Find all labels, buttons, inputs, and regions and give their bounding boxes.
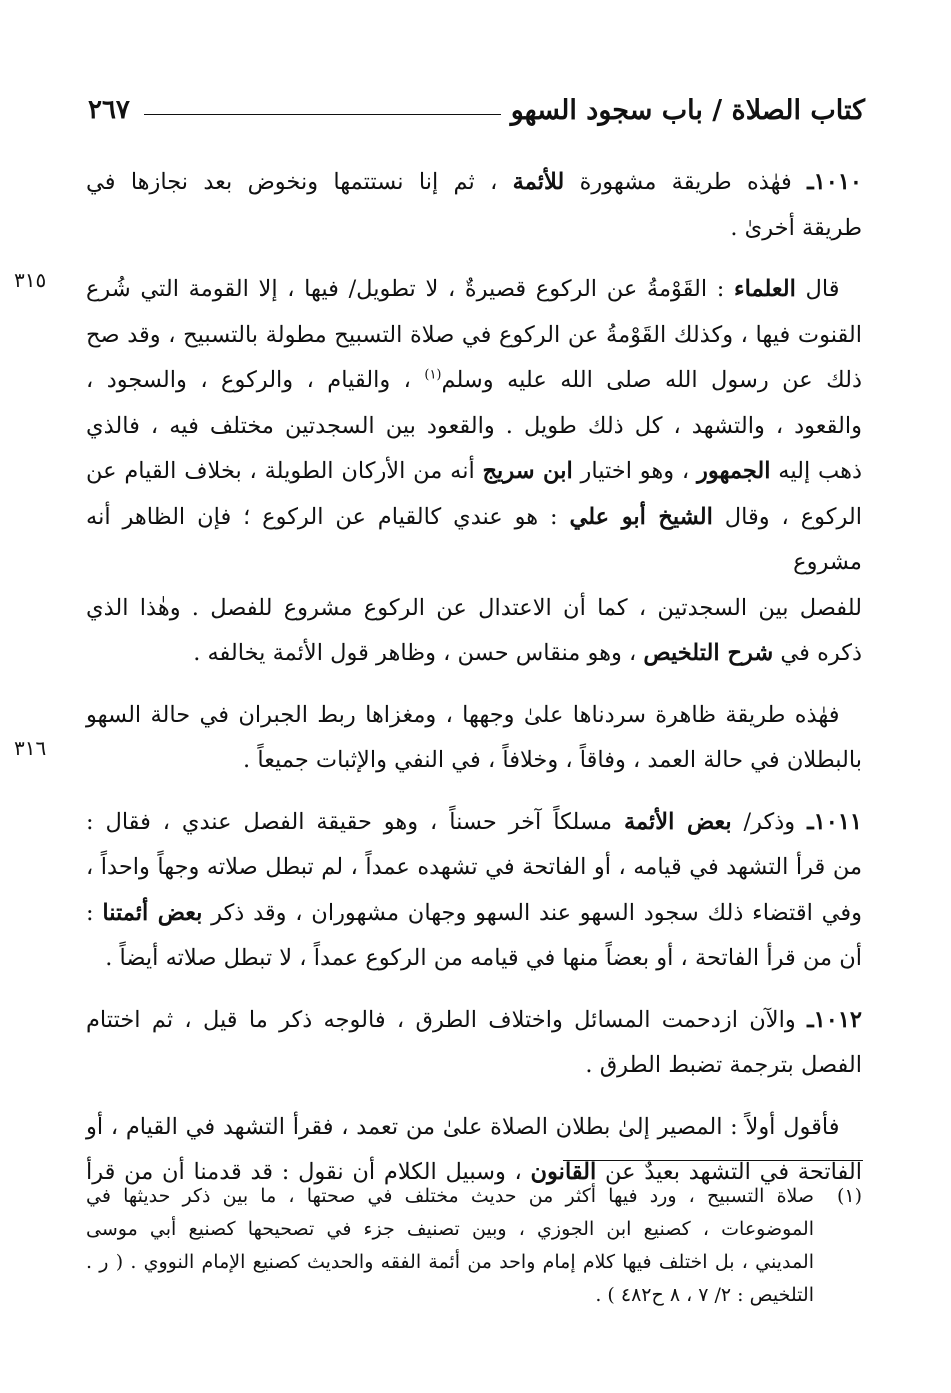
text-run: قال [795, 276, 840, 302]
text-run: وذكر/ [731, 808, 808, 835]
footnote-marker[interactable]: (١) [424, 367, 442, 383]
text-run: ذلك عن رسول الله صلى الله عليه وسلم [441, 367, 863, 393]
margin-ref-316: ٣١٦ [14, 736, 47, 760]
text-line: بالبطلان في حالة العمد ، وفاقاً ، وخلافاً ، في النفي والإثبات جميعاً . [243, 747, 862, 773]
bold-term: للأئمة [512, 169, 565, 195]
text-run: ، ثم إنا نستتمها ونخوض بعد نجازها في [86, 169, 513, 195]
bold-term: القانون [530, 1159, 597, 1185]
bold-term: العلماء [734, 276, 796, 302]
text-line [86, 891, 862, 937]
text-run: : [86, 899, 103, 926]
main-text [86, 160, 862, 1212]
text-run: وفي اقتضاء ذلك سجود السهو عند السهو وجهان مشهوران ، وقد ذكر [202, 899, 862, 926]
text-line: للفصل بين السجدتين ، كما أن الاعتدال عن الركوع مشروع للفصل . وهٰذا الذي [86, 594, 862, 621]
text-line: التلخيص : ٢/ ٧ ، ٨ ح٤٨٢ ) . [595, 1284, 814, 1306]
text-run: فأقول أولاً : المصير إلىٰ بطلان الصلاة علىٰ من تعمد ، فقرأ التشهد في القيام ، أو [86, 1113, 840, 1140]
bold-term: شرح التلخيص [643, 640, 774, 666]
text-line: صلاة التسبيح ، ورد فيها أكثر من حديث مختلف في صحتها ، ما بين ذكر حديثها في [86, 1185, 814, 1207]
paragraph-number: ١٠١٢ـ [807, 1006, 862, 1033]
running-header [88, 90, 865, 130]
text-run: الفاتحة في التشهد بعيدٌ عن [596, 1159, 862, 1185]
text-line: المديني ، بل اختلف فيها كلام إمام واحد من أئمة الفقه والحديث كصنيع الإمام النووي . ( ر . [86, 1251, 814, 1273]
text-line [86, 160, 862, 206]
header-rule [144, 114, 501, 115]
footnote-number: (١) [836, 1185, 862, 1207]
text-line [86, 800, 862, 846]
chapter-title: كتاب الصلاة / باب سجود السهو [510, 94, 865, 126]
text-run: ، وهو منقاس حسن ، وظاهر قول الأئمة يخالفه . [193, 640, 644, 666]
paragraph-tariqa [86, 693, 862, 784]
paragraph-number: ١٠١١ـ [807, 808, 862, 835]
paragraph-ulama [86, 267, 862, 677]
margin-ref-315: ٣١٥ [14, 268, 47, 292]
text-line: طريقة أخرىٰ . [730, 214, 862, 241]
text-line [86, 358, 862, 404]
text-line [86, 449, 862, 495]
paragraph-1011 [86, 800, 862, 982]
text-line [86, 1105, 862, 1151]
text-line: الموضوعات ، كصنيع ابن الجوزي ، وبين تصنيف جزء في تصحيحها كصنيع أبي موسى [86, 1218, 814, 1240]
text-run: فهٰذه طريقة مشهورة [564, 169, 808, 195]
text-line [86, 631, 862, 677]
footnote-body [86, 1180, 814, 1312]
footnote [86, 1180, 862, 1312]
text-run: ذكره في [773, 640, 862, 666]
text-run: ، وهو اختيار [572, 458, 697, 484]
text-run: فهٰذه طريقة ظاهرة سردناها علىٰ وجهها ، ومغزاها ربط الجبران في حالة السهو [86, 701, 840, 728]
bold-term: الجمهور [696, 458, 771, 484]
text-line: أن من قرأ الفاتحة ، أو بعضاً منها في قيامه من الركوع عمداً ، لا تبطل صلاته أيضاً . [105, 945, 862, 971]
text-run: والآن ازدحمت المسائل واختلاف الطرق ، فالوجه ذكر ما قيل ، ثم اختتام [86, 1006, 808, 1033]
text-line: من قرأ التشهد في قيامه ، أو الفاتحة في تشهده عمداً ، لم تبطل صلاته وجهاً واحداً ، [86, 854, 862, 880]
text-line [86, 998, 862, 1044]
text-run: الركوع ، وقال [712, 503, 862, 530]
text-line [86, 495, 862, 586]
bold-term: بعض الأئمة [623, 808, 732, 835]
text-run: ، والقيام ، والركوع ، والسجود ، [86, 367, 425, 393]
text-run: مسلكاً آخر حسناً ، وهو حقيقة الفصل عندي ، فقال : [86, 808, 624, 835]
page-number: ٢٦٧ [88, 95, 130, 125]
text-run: ذهب إليه [770, 458, 862, 484]
paragraph-1012 [86, 998, 862, 1089]
footnote-separator [563, 1160, 863, 1161]
bold-term: الشيخ أبو علي [569, 503, 713, 530]
bold-term: بعض أئمتنا [102, 899, 203, 926]
paragraph-1010 [86, 160, 862, 251]
text-line [86, 693, 862, 739]
text-run: أنه من الأركان الطويلة ، بخلاف القيام عن [86, 458, 483, 484]
text-line: والقعود ، والتشهد ، كل ذلك طويل . والقعود بين السجدتين مختلف فيه ، فالذي [86, 412, 862, 439]
text-line [86, 267, 862, 313]
bold-term: ابن سريج [482, 458, 573, 484]
text-run: : هو عندي كالقيام عن الركوع ؛ فإن الظاهر أنه مشروع [86, 503, 862, 575]
text-run: : القَوْمةُ عن الركوع قصيرةٌ ، لا تطويل/ فيها ، إلا القومة التي شُرع [86, 276, 735, 302]
text-line: الفصل بترجمة تضبط الطرق . [585, 1052, 862, 1078]
paragraph-number: ١٠١٠ـ [807, 169, 862, 195]
text-run: ، وسبيل الكلام أن نقول : قد قدمنا أن من قرأ [86, 1159, 531, 1185]
text-line: القنوت فيها ، وكذلك القَوْمةُ عن الركوع في صلاة التسبيح مطولة بالتسبيح ، وقد صح [86, 321, 862, 348]
